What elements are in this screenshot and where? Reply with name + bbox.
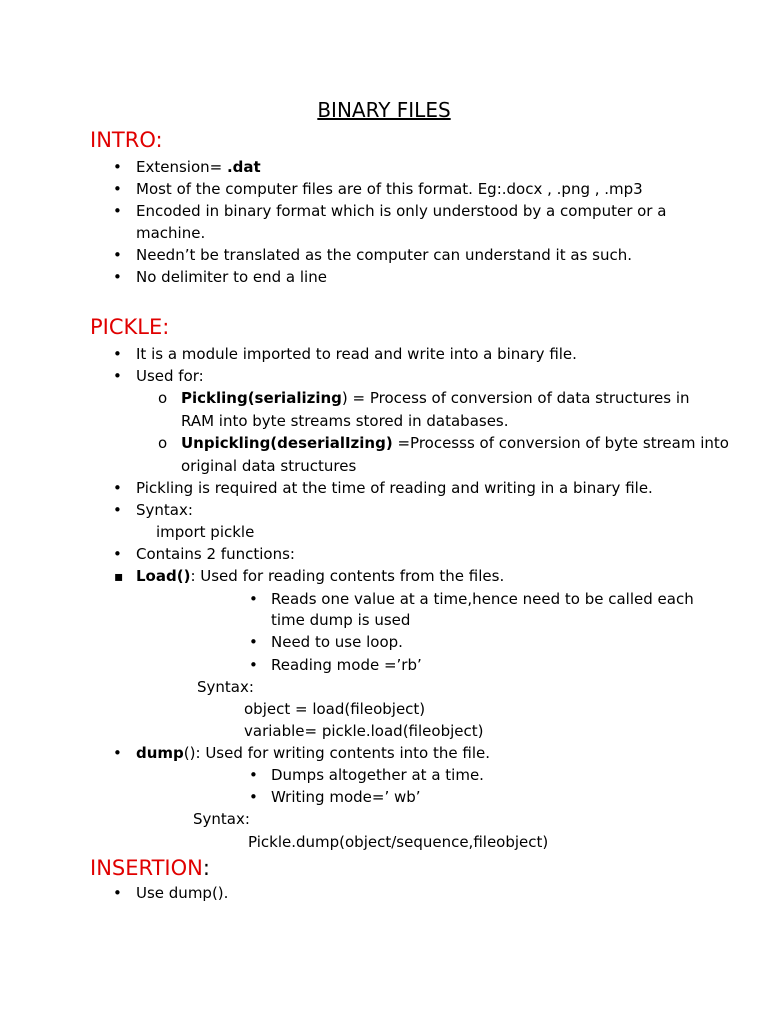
load-code-line: object = load(fileobject) — [244, 700, 426, 718]
bullet-icon — [113, 244, 122, 266]
bullet-icon — [249, 654, 258, 676]
load-subitem: Reads one value at a time,hence need to be called each — [271, 590, 694, 608]
intro-item: Extension= .dat — [136, 158, 261, 176]
bullet-icon — [249, 631, 258, 653]
pickling-item-continuation: RAM into byte streams stored in databases. — [181, 412, 509, 430]
bullet-icon — [113, 178, 122, 200]
load-item: Load(): Used for reading contents from the files. — [136, 567, 505, 585]
pickle-required-item: Pickling is required at the time of reading and writing in a binary file. — [136, 479, 653, 497]
bullet-icon — [113, 156, 122, 178]
bullet-icon — [249, 588, 258, 610]
bullet-icon — [113, 499, 122, 521]
contains-item: Contains 2 functions: — [136, 545, 295, 563]
pickle-heading: PICKLE: — [90, 315, 170, 339]
load-subitem-continuation: time dump is used — [271, 611, 411, 629]
load-code-line: variable= pickle.load(fileobject) — [244, 722, 484, 740]
dump-syntax-label: Syntax: — [193, 810, 250, 828]
circle-bullet-icon — [158, 387, 167, 409]
bullet-icon — [249, 764, 258, 786]
insertion-item: Use dump(). — [136, 884, 229, 902]
dump-code-line: Pickle.dump(object/sequence,fileobject) — [248, 833, 549, 851]
dump-item: dump(): Used for writing contents into the file. — [136, 744, 490, 762]
bullet-icon — [113, 742, 122, 764]
intro-heading: INTRO: — [90, 128, 163, 152]
load-subitem: Reading mode =’rb’ — [271, 656, 422, 674]
pickle-syntax-label: Syntax: — [136, 501, 193, 519]
dump-subitem: Dumps altogether at a time. — [271, 766, 484, 784]
insertion-heading: INSERTION: — [90, 856, 210, 880]
bullet-icon — [113, 543, 122, 565]
circle-bullet-icon — [158, 432, 167, 454]
intro-item-continuation: machine. — [136, 224, 206, 242]
unpickling-item-continuation: original data structures — [181, 457, 357, 475]
page-title: BINARY FILES — [317, 98, 451, 122]
dump-subitem: Writing mode=’ wb’ — [271, 788, 421, 806]
square-bullet-icon — [114, 565, 124, 588]
load-syntax-label: Syntax: — [197, 678, 254, 696]
pickle-used-for-item: Used for: — [136, 367, 204, 385]
bullet-icon — [113, 882, 122, 904]
intro-item: Needn’t be translated as the computer can understand it as such. — [136, 246, 632, 264]
intro-item: Encoded in binary format which is only understood by a computer or a — [136, 202, 667, 220]
intro-item: Most of the computer files are of this format. Eg:.docx , .png , .mp3 — [136, 180, 643, 198]
bullet-icon — [249, 786, 258, 808]
pickling-item: Pickling(serializing) = Process of conversion of data structures in — [181, 389, 690, 407]
bullet-icon — [113, 477, 122, 499]
bullet-icon — [113, 365, 122, 387]
unpickling-item: Unpickling(deserialIzing) =Processs of conversion of byte stream into — [181, 434, 729, 452]
bullet-icon — [113, 200, 122, 222]
import-code-line: import pickle — [156, 523, 255, 541]
intro-item: No delimiter to end a line — [136, 268, 327, 286]
load-subitem: Need to use loop. — [271, 633, 403, 651]
pickle-module-item: It is a module imported to read and write into a binary file. — [136, 345, 577, 363]
bullet-icon — [113, 343, 122, 365]
bullet-icon — [113, 266, 122, 288]
